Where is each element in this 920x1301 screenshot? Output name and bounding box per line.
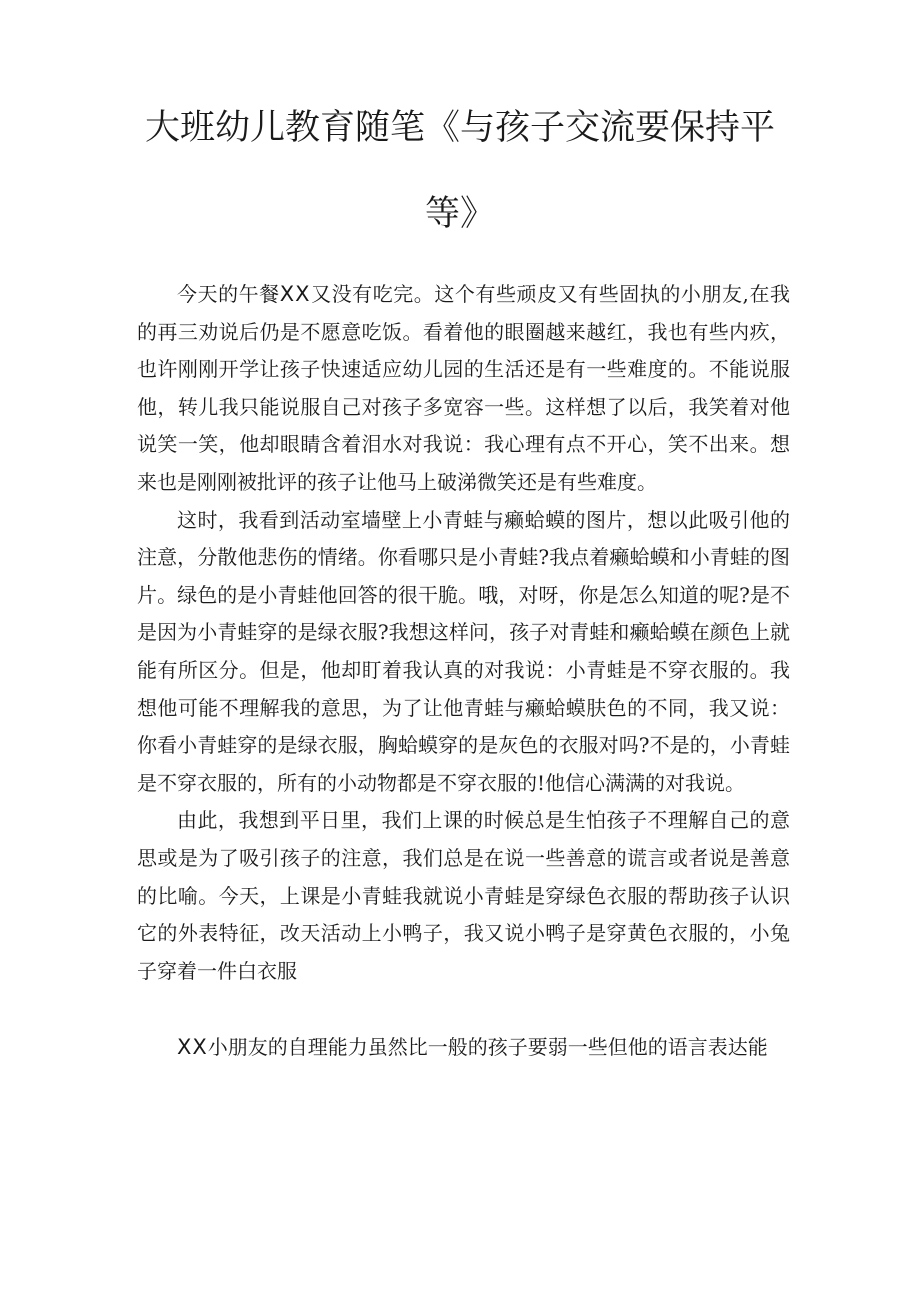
- child-name: XX: [279, 282, 311, 306]
- paragraph-text: 由此，我想到平日里，我们上课的时候总是生怕孩子不理解自己的意思或是为了吸引孩子的注意，我们总是在说一些善意的谎言或者说是善意的比喻。今天，上课是小青蛙我就说小青蛙是穿绿色衣服的帮助孩子认识它的外表特征，改天活动上小鸭子，我又说小鸭子是穿黄色衣服的，小兔子穿着一件白衣服: [137, 808, 790, 983]
- paragraph-4: [137, 1029, 790, 1067]
- paragraph-1: [137, 276, 790, 502]
- child-name: XX: [177, 1035, 208, 1060]
- document-title-continued: 等》: [424, 194, 495, 234]
- paragraph-3: [137, 802, 790, 990]
- paragraph-lead: 今天的午餐: [177, 282, 280, 306]
- paragraph-text: 这时，我看到活动室墙壁上小青蛙与癞蛤蟆的图片，想以此吸引他的注意，分散他悲伤的情绪。你看哪只是小青蛙?我点着癞蛤蟆和小青蛙的图片。绿色的是小青蛙他回答的很干脆。哦，对呀，你是怎么知道的呢?是不是因为小青蛙穿的是绿衣服?我想这样问，孩子对青蛙和癞蛤蟆在颜色上就能有所区分。但是，他却盯着我认真的对我说：小青蛙是不穿衣服的。我想他可能不理解我的意思，为了让他青蛙与癞蛤蟆肤色的不同，我又说：你看小青蛙穿的是绿衣服，胸蛤蟆穿的是灰色的衣服对吗?不是的，小青蛙是不穿衣服的，所有的小动物都是不穿衣服的!他信心满满的对我说。: [137, 507, 790, 795]
- paragraph-text: 又没有吃完。这个有些顽皮又有些固执的小朋友,在我的再三劝说后仍是不愿意吃饭。看着他的眼圈越来越红，我也有些内疚，也许刚刚开学让孩子快速适应幼儿园的生活还是有一些难度的。不能说服他，转儿我只能说服自己对孩子多宽容一些。这样想了以后，我笑着对他说笑一笑，他却眼睛含着泪水对我说：我心理有点不开心，笑不出来。想来也是刚刚被批评的孩子让他马上破涕微笑还是有些难度。: [137, 282, 790, 494]
- document-title: 大班幼儿教育随笔《与孩子交流要保持平: [144, 108, 775, 148]
- paragraph-2: [137, 502, 790, 803]
- document-body: [137, 276, 790, 1067]
- paragraph-text: 小朋友的自理能力虽然比一般的孩子要弱一些但他的语言表达能: [207, 1035, 768, 1060]
